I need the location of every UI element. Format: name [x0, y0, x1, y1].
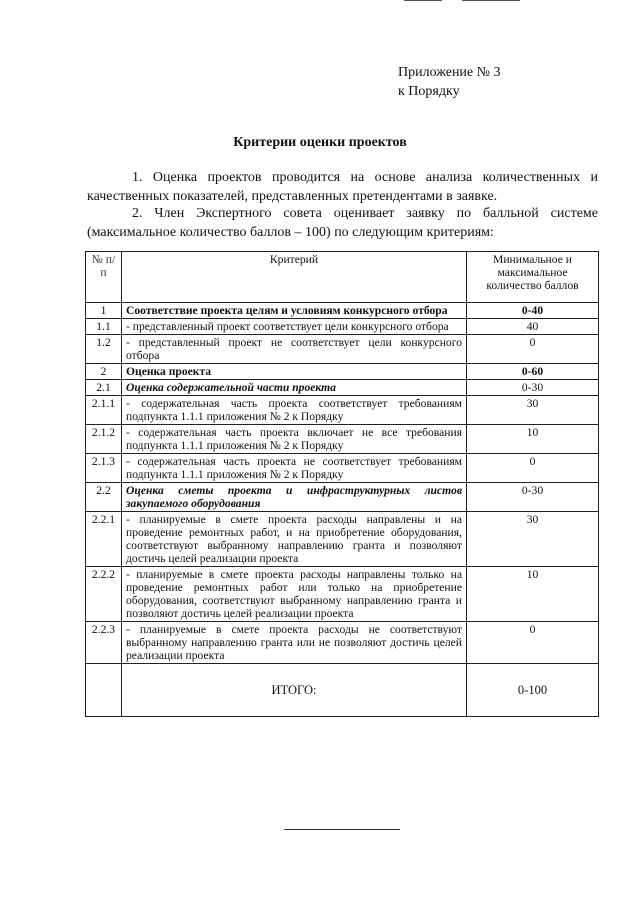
row-criterion: - содержательная часть проекта включает не все требования подпункта 1.1.1 приложения № 2 к Порядку	[122, 425, 467, 454]
table-row	[86, 512, 599, 567]
row-criterion: - представленный проект не соответствует цели конкурсного отбора	[122, 335, 467, 364]
table-row	[86, 303, 599, 319]
row-score: 0	[467, 335, 599, 364]
row-criterion: - планируемые в смете проекта расходы направлены и на проведение ремонтных работ, и на приобретение оборудования, соответствуют выбранному направлению гранта и позволяют достичь целей реализации проекта	[122, 512, 467, 567]
total-number-cell	[86, 664, 122, 717]
row-score: 0-40	[467, 303, 599, 319]
row-score: 30	[467, 512, 599, 567]
header-criterion: Критерий	[122, 252, 467, 303]
row-number: 2.1.2	[86, 425, 122, 454]
table-row	[86, 454, 599, 483]
row-number: 2.2.3	[86, 622, 122, 664]
table-row	[86, 335, 599, 364]
table-row	[86, 396, 599, 425]
appendix-order: к Порядку	[398, 84, 460, 99]
appendix-number: Приложение № 3	[398, 65, 501, 80]
table-row	[86, 567, 599, 622]
row-criterion: - планируемые в смете проекта расходы направлены только на проведение ремонтных работ или только на приобретение оборудования, соответствуют выбранному направлению гранта и позволяют достичь целей реализации проекта	[122, 567, 467, 622]
row-number: 2.1	[86, 380, 122, 396]
row-score: 0	[467, 454, 599, 483]
row-number: 2.1.1	[86, 396, 122, 425]
row-number: 2.2.2	[86, 567, 122, 622]
table-row	[86, 483, 599, 512]
row-score: 10	[467, 425, 599, 454]
row-number: 1.2	[86, 335, 122, 364]
criteria-table	[85, 251, 599, 717]
table-row	[86, 380, 599, 396]
table-row	[86, 319, 599, 335]
table-row	[86, 364, 599, 380]
row-criterion: Соответствие проекта целям и условиям конкурсного отбора	[122, 303, 467, 319]
row-score: 0-30	[467, 483, 599, 512]
row-number: 1	[86, 303, 122, 319]
appendix-reference	[398, 63, 501, 101]
bottom-divider	[284, 829, 400, 830]
row-score: 30	[467, 396, 599, 425]
row-number: 2.2	[86, 483, 122, 512]
header-number: № п/п	[86, 252, 122, 303]
table-row	[86, 425, 599, 454]
row-score: 0-60	[467, 364, 599, 380]
row-number: 2.1.3	[86, 454, 122, 483]
row-score: 40	[467, 319, 599, 335]
row-criterion: Оценка содержательной части проекта	[122, 380, 467, 396]
row-score: 0	[467, 622, 599, 664]
row-number: 2.2.1	[86, 512, 122, 567]
paragraph-2: 2. Член Экспертного совета оценивает заявку по балльной системе (максимальное количество баллов – 100) по следующим критериям:	[87, 206, 598, 240]
document-title: Критерии оценки проектов	[233, 135, 407, 150]
table-row	[86, 622, 599, 664]
row-score: 10	[467, 567, 599, 622]
row-criterion: - содержательная часть проекта не соответствует требованиям подпункта 1.1.1 приложения № 2 к Порядку	[122, 454, 467, 483]
row-score: 0-30	[467, 380, 599, 396]
row-criterion: - представленный проект соответствует цели конкурсного отбора	[122, 319, 467, 335]
total-row	[86, 664, 599, 717]
scan-top-mark-left	[404, 0, 442, 1]
row-criterion: Оценка сметы проекта и инфраструктурных листов закупаемого оборудования	[122, 483, 467, 512]
total-label: ИТОГО:	[122, 664, 467, 717]
scan-top-mark-right	[462, 0, 520, 1]
paragraph-1: 1. Оценка проектов проводится на основе анализа количественных и качественных показателей, представленных претендентами в заявке.	[87, 170, 598, 204]
total-score: 0-100	[467, 664, 599, 717]
row-criterion: - содержательная часть проекта соответствует требованиям подпункта 1.1.1 приложения № 2 к Порядку	[122, 396, 467, 425]
row-criterion: - планируемые в смете проекта расходы не соответствуют выбранному направлению гранта или не позволяют достичь целей реализации проекта	[122, 622, 467, 664]
row-criterion: Оценка проекта	[122, 364, 467, 380]
row-number: 2	[86, 364, 122, 380]
header-score: Минимальное и максимальное количество баллов	[467, 252, 599, 303]
table-header-row	[86, 252, 599, 303]
row-number: 1.1	[86, 319, 122, 335]
